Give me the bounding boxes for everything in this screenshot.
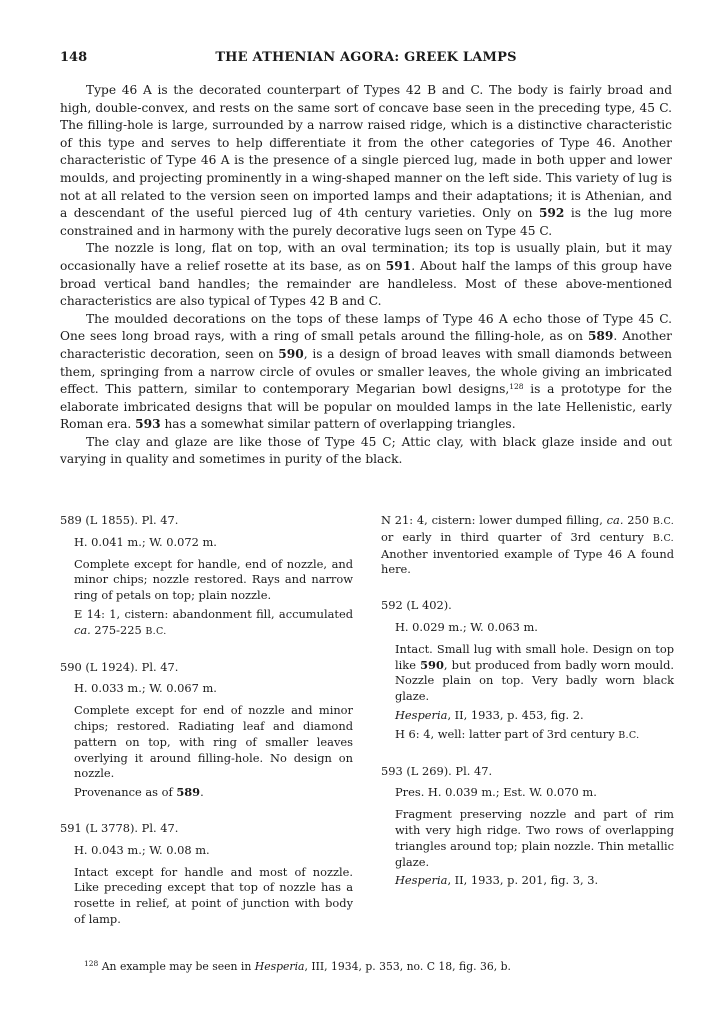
catalogue-ref: 591 [385,258,412,273]
entry-publication [381,873,674,889]
text-run: Provenance as of [74,785,177,800]
journal-title: Hesperia [395,873,448,888]
text-run: Intact. Small lug with small hole. Design on top like [395,641,674,672]
text-run: N 21: 4, cistern: lower dumped filling, [381,513,607,527]
catalogue-ref: 592 [538,206,565,221]
page-number: 148 [60,50,88,65]
catalogue-ref: 590 [278,346,304,361]
entry-dimensions: H. 0.043 m.; W. 0.08 m. [74,842,210,857]
text-run: , is a design of broad leaves with small diamonds between them, springing from a narrow circle of ovules or smaller leaves, the whole giving an imbricated effect. This pattern, similar to contemporary Megarian bowl designs, [60,346,673,397]
era-label: B.C. [652,516,675,527]
entry-description: Complete except for handle, end of nozzle, and minor chips; nozzle restored. Rays and narrow ring of petals on top; plain nozzle. [74,556,353,603]
catalogue-entry-590 [60,660,353,801]
era-label: B.C. [652,532,674,544]
running-header [60,50,672,68]
catalogue-ref: 590 [420,657,444,672]
text-run: E 14: 1, cistern: abandonment fill, accumulated [74,606,353,621]
footnote-number: 128 [84,959,99,968]
footnote-marker[interactable]: 128 [509,382,524,392]
era-label: B.C. [145,625,167,637]
text-run: The moulded decorations on the tops of these lamps of Type 46 A echo those of Type 45 C. One sees long broad rays, with a ring of small petals around the filling-hole, as on [60,311,672,344]
catalogue-entry-591-continued [381,513,674,578]
entry-context [381,513,674,578]
catalogue-entry-591 [60,821,353,928]
catalogue-entry-592 [381,598,674,743]
intro-paragraph-2 [60,240,672,310]
journal-title: Hesperia [395,707,448,722]
text-run: . Another characteristic decoration, seen on [60,329,672,361]
text-run: , II, 1933, p. 453, fig. 2. [447,707,584,722]
entry-context [381,727,674,744]
text-run: , III, 1934, p. 353, no. C 18, fig. 36, b. [304,960,511,973]
intro-paragraph-1 [60,82,672,240]
entry-context [60,607,353,640]
era-label: B.C. [618,729,640,741]
text-run: The nozzle is long, flat on top, with an oval termination; its top is usually plain, but it may occasionally have a relief rosette at its base, as on [60,241,672,273]
intro-paragraph-3 [60,311,672,434]
entry-heading: 590 (L 1924). Pl. 47. [60,659,179,674]
catalogue-column-right [381,513,674,909]
text-run: is the lug more constrained and in harmony with the purely decorative lugs seen on Type 45 C. [60,206,672,238]
entry-heading: 589 (L 1855). Pl. 47. [60,513,179,527]
entry-dimensions: H. 0.029 m.; W. 0.063 m. [395,619,538,634]
text-run: H 6: 4, well: latter part of 3rd century [395,726,619,741]
entry-description [381,642,674,705]
entry-heading: 591 (L 3778). Pl. 47. [60,820,179,835]
text-run: or early in third quarter of 3rd century [381,529,653,544]
text-run: Another inventoried example of Type 46 A found here. [381,546,674,577]
text-run: has a somewhat similar pattern of overlapping triangles. [160,417,516,432]
text-run: ca. [606,513,624,527]
footnote [84,960,672,974]
running-title: THE ATHENIAN AGORA: GREEK LAMPS [215,50,517,65]
catalogue-ref: 589 [587,329,614,344]
entry-dimensions: Pres. H. 0.039 m.; Est. W. 0.070 m. [395,785,597,800]
entry-description: Complete except for end of nozzle and minor chips; restored. Radiating leaf and diamond pattern on top, with ring of smaller leaves overlying it around filling-hole. No design on nozzle. [74,703,353,781]
entry-publication [381,708,674,724]
catalogue-column-left [60,513,353,948]
entry-dimensions: H. 0.041 m.; W. 0.072 m. [74,534,217,549]
entry-heading: 593 (L 269). Pl. 47. [381,763,493,778]
entry-heading: 592 (L 402). [381,598,452,613]
journal-title: Hesperia [254,960,305,973]
text-run: Type 46 A is the decorated counterpart of Types 42 B and C. The body is fairly broad and high, double-convex, and rests on the same sort of concave base seen in the preceding type, 45 C. The filling-hole is large, surrounded by a narrow raised ridge, which is a distinctive characteristic of this type and serves to help differentiate it from the other categories of Type 46. Another characteristic of Type 46 A is the presence of a single pierced lug, made in both upper and lower moulds, and projecting prominently in a wing-shaped manner on the left side. This variety of lug is not at all related to the version seen on imported lamps and their adaptations; it is Athenian, and a descendant of the useful pierced lug of 4th century varieties. Only on [60,83,672,221]
text-run: , but produced from badly worn mould. Nozzle plain on top. Very badly worn black glaze. [395,657,674,704]
intro-paragraph-4: The clay and glaze are like those of Type 45 C; Attic clay, with black glaze inside and out varying in quality and sometimes in purity of the black. [60,434,672,467]
entry-description: Fragment preserving nozzle and part of rim with very high ridge. Two rows of overlapping triangles around top; plain nozzle. Thin metallic glaze. [395,807,674,869]
text-run: , II, 1933, p. 201, fig. 3, 3. [447,873,599,888]
catalogue-ref: 593 [135,417,161,432]
text-run: 250 [623,513,653,527]
entry-provenance [60,785,353,801]
catalogue-entry-593 [381,764,674,890]
entry-dimensions: H. 0.033 m.; W. 0.067 m. [74,681,217,696]
catalogue-entry-589 [60,513,353,640]
text-run: ca. [74,622,91,637]
text-run: An example may be seen in [98,960,255,973]
introduction-text [60,82,672,469]
text-run: 275-225 [90,622,146,637]
text-run: . [200,785,204,800]
text-run: is a prototype for the elaborate imbricated designs that will be popular on moulded lamps in the late Hellenistic, early Roman era. [60,382,672,432]
entry-description: Intact except for handle and most of nozzle. Like preceding except that top of nozzle has a rosette in relief, at point of junction with body of lamp. [74,864,353,926]
text-run: . About half the lamps of this group have broad vertical band handles; the remainder are handleless. Most of these above-mentioned characteristics are also typical of Types 42 B and C. [60,258,672,309]
catalogue-ref: 589 [176,785,201,800]
